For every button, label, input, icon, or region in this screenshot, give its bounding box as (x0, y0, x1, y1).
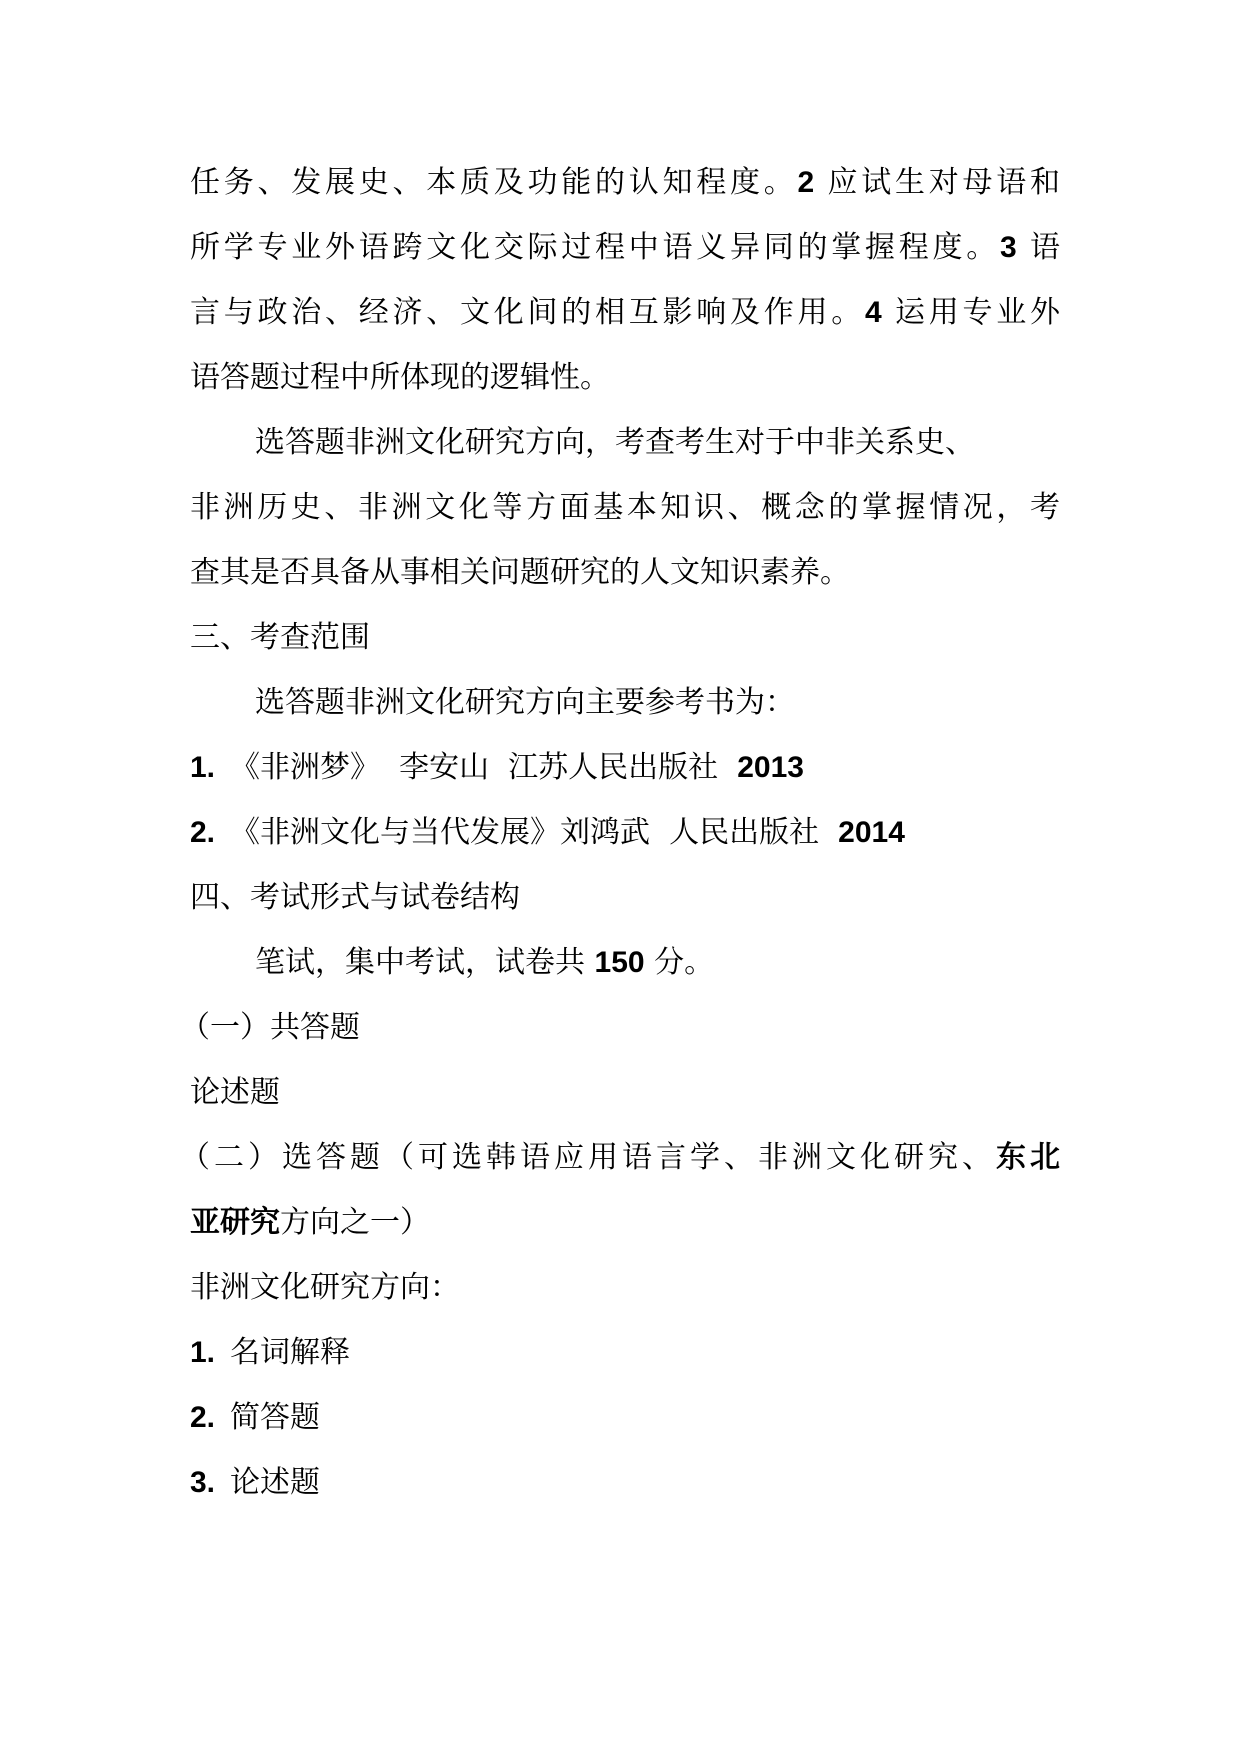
book-publisher: 江苏人民出版社 (508, 750, 719, 785)
text-run: 运用专业外 (881, 295, 1060, 330)
list-number: 1. (190, 1336, 216, 1369)
book-year: 2014 (838, 816, 905, 849)
list-item (190, 1385, 1060, 1450)
reference-intro: 选答题非洲文化研究方向主要参考书为： (255, 685, 795, 720)
book-title: 《非洲文化与当代发展》 (230, 815, 560, 850)
paragraph-line: 选答题非洲文化研究方向，考查考生对于中非关系史、 (255, 425, 975, 460)
list-label: 简答题 (230, 1400, 320, 1435)
book-publisher: 人民出版社 (669, 815, 820, 850)
item-number: 3 (1000, 231, 1017, 264)
list-item (190, 1450, 1060, 1515)
document-page (180, 150, 1060, 1515)
text-run: 所学专业外语跨文化交际过程中语义异同的掌握程度。 (190, 230, 1001, 265)
text-run: 言与政治、经济、文化间的相互影响及作用。 (190, 295, 866, 330)
book-author: 李安山 (399, 750, 490, 785)
reference-item (190, 735, 1060, 800)
book-author: 刘鸿武 (560, 815, 650, 850)
text-run: （二）选答题（可选韩语应用语言学、非洲文化研究、 (180, 1140, 996, 1175)
paragraph-line: 非洲历史、非洲文化等方面基本知识、概念的掌握情况，考 (190, 490, 1060, 525)
paragraph-line (190, 215, 1060, 280)
list-item (190, 1320, 1060, 1385)
list-number: 3. (190, 1466, 216, 1499)
book-title: 《非洲梦》 (230, 750, 380, 785)
list-number: 2. (190, 816, 216, 849)
bold-text: 东北 (996, 1140, 1060, 1175)
list-number: 2. (190, 1401, 216, 1434)
section-heading: 三、考查范围 (190, 620, 370, 655)
paragraph-line: 查其是否具备从事相关问题研究的人文知识素养。 (190, 555, 850, 590)
paragraph-line (190, 150, 1060, 215)
exam-format (190, 930, 1060, 995)
question-type: 论述题 (190, 1075, 280, 1110)
item-number: 2 (797, 166, 815, 199)
total-score: 150 (594, 946, 645, 979)
text-run: 应试生对母语和 (814, 165, 1060, 200)
part-heading (180, 1125, 1060, 1190)
text-run: 方向之一） (280, 1205, 430, 1240)
list-number: 1. (190, 751, 216, 784)
text-run: 任务、发展史、本质及功能的认知程度。 (190, 165, 798, 200)
direction-label: 非洲文化研究方向： (190, 1270, 460, 1305)
part-heading: （一）共答题 (180, 1010, 360, 1045)
list-label: 名词解释 (230, 1335, 350, 1370)
text-run: 分。 (644, 945, 715, 980)
section-heading: 四、考试形式与试卷结构 (190, 880, 520, 915)
text-run: 语 (1016, 230, 1060, 265)
item-number: 4 (865, 296, 882, 329)
part-heading-cont (190, 1190, 1060, 1255)
text-run: 笔试，集中考试，试卷共 (255, 945, 595, 980)
bold-text: 亚研究 (190, 1205, 280, 1240)
paragraph-line (190, 280, 1060, 345)
list-label: 论述题 (230, 1465, 320, 1500)
paragraph-line: 语答题过程中所体现的逻辑性。 (190, 360, 610, 395)
reference-item (190, 800, 1060, 865)
book-year: 2013 (737, 751, 804, 784)
